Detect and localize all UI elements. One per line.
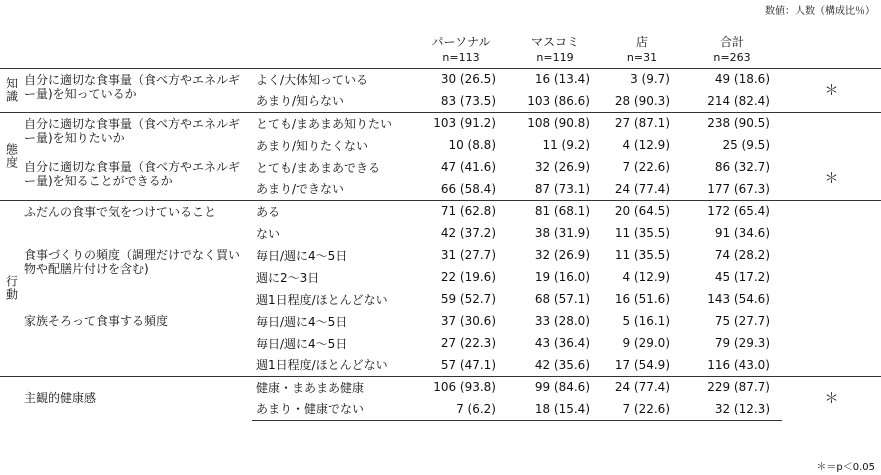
header-blank (24, 32, 252, 68)
answer-label: ない (256, 226, 281, 241)
table-row (0, 200, 881, 222)
value-cell: 27 (87.1) (602, 112, 682, 134)
value-cell: 19 (16.0) (534, 270, 590, 284)
value-cell: 81 (68.1) (508, 200, 602, 222)
value-cell: 18 (15.4) (508, 398, 602, 420)
value-cell: 116 (43.0) (707, 357, 770, 372)
value-cell: 87 (73.1) (534, 181, 590, 196)
value-cell: 79 (29.3) (714, 336, 770, 350)
value-cell: 7 (22.6) (622, 160, 670, 174)
value-cell: 103 (86.6) (527, 93, 590, 108)
value-cell: 49 (18.6) (682, 68, 782, 90)
answer-label: とても/まあまあできる (256, 160, 381, 175)
header-blank (782, 32, 881, 68)
value-cell: 27 (22.3) (440, 336, 496, 350)
value-cell: 74 (28.2) (714, 248, 770, 262)
value-cell: 32 (26.9) (534, 160, 590, 174)
answer-label: あまり/できない (256, 182, 345, 197)
value-cell: 38 (31.9) (534, 226, 590, 240)
survey-results-table (0, 32, 881, 421)
value-cell: 143 (54.6) (707, 292, 770, 306)
significance-mark: ＊ (824, 170, 839, 187)
value-cell: 31 (27.7) (440, 248, 496, 262)
table-row (0, 310, 881, 332)
significance-mark: ＊ (782, 376, 881, 420)
value-cell: 59 (52.7) (440, 292, 496, 306)
table-row (0, 156, 881, 178)
value-cell: 4 (12.9) (622, 138, 670, 152)
section-label: 態度 (0, 112, 24, 200)
table-row (0, 112, 881, 134)
significance-footnote: ＊＝p＜0.05 (816, 462, 875, 473)
value-cell: 17 (54.9) (614, 357, 670, 372)
value-cell: 32 (26.9) (534, 248, 590, 262)
value-cell: 11 (9.2) (542, 138, 590, 152)
value-cell: 42 (37.2) (440, 226, 496, 240)
value-cell: 30 (26.5) (414, 68, 508, 90)
answer-label: 週1日程度/ほとんどない (256, 292, 388, 307)
answer-label: 健康・まあまあ健康 (252, 376, 414, 398)
section-label: 知識 (0, 68, 24, 112)
value-cell: 99 (84.6) (508, 376, 602, 398)
table-row (0, 376, 881, 398)
value-cell: 32 (12.3) (682, 398, 782, 420)
value-cell: 24 (77.4) (602, 376, 682, 398)
header-blank (252, 32, 414, 68)
header-row (0, 32, 881, 68)
value-cell: 28 (90.3) (614, 93, 670, 108)
significance-mark: ＊ (782, 68, 881, 112)
answer-label: ある (252, 200, 414, 222)
value-cell: 57 (47.1) (440, 357, 496, 372)
value-cell: 172 (65.4) (682, 200, 782, 222)
value-cell: 16 (51.6) (614, 292, 670, 306)
answer-label: 週1日程度/ほとんどない (256, 358, 388, 373)
answer-label: とても/まあまあ知りたい (252, 112, 414, 134)
value-cell: 71 (62.8) (414, 200, 508, 222)
unit-note: 数値：人数（構成比％） (765, 6, 875, 17)
value-cell: 45 (17.2) (714, 270, 770, 284)
section-label: 行動 (0, 200, 24, 376)
value-cell: 86 (32.7) (714, 160, 770, 174)
answer-label: 毎日/週に4～5日 (256, 248, 348, 263)
value-cell: 9 (29.0) (622, 336, 670, 350)
table-row (0, 244, 881, 266)
value-cell: 4 (12.9) (622, 270, 670, 284)
value-cell: 10 (8.8) (448, 138, 496, 152)
answer-label: 毎日/週に4～5日 (256, 314, 348, 329)
answer-label: あまり/知りたくない (256, 138, 369, 153)
value-cell: 238 (90.5) (682, 112, 782, 134)
value-cell: 5 (16.1) (622, 314, 670, 328)
value-cell: 24 (77.4) (614, 181, 670, 196)
value-cell: 68 (57.1) (534, 292, 590, 306)
question-label: 食事づくりの頻度（調理だけでなく買い物や配膳片付けを含む) (24, 248, 241, 276)
value-cell: 91 (34.6) (714, 226, 770, 240)
value-cell: 108 (90.8) (508, 112, 602, 134)
value-cell: 11 (35.5) (614, 248, 670, 262)
header-masscomm: マスコミ n=119 (508, 32, 602, 68)
value-cell: 11 (35.5) (614, 226, 670, 240)
significance-blank (782, 112, 881, 156)
value-cell: 177 (67.3) (707, 181, 770, 196)
significance-blank (782, 200, 881, 376)
value-cell: 7 (6.2) (414, 398, 508, 420)
header-blank (0, 32, 24, 68)
value-cell: 83 (73.5) (440, 93, 496, 108)
value-cell: 229 (87.7) (682, 376, 782, 398)
value-cell: 33 (28.0) (534, 314, 590, 328)
value-cell: 3 (9.7) (602, 68, 682, 90)
value-cell: 106 (93.8) (414, 376, 508, 398)
value-cell: 20 (64.5) (602, 200, 682, 222)
section-blank (0, 376, 24, 420)
value-cell: 42 (35.6) (534, 357, 590, 372)
value-cell: 16 (13.4) (508, 68, 602, 90)
question-label: 主観的健康感 (24, 376, 252, 420)
answer-label: あまり・健康でない (252, 398, 414, 420)
table-row (0, 68, 881, 90)
value-cell: 22 (19.6) (440, 270, 496, 284)
question-label: 自分に適切な食事量（食べ方やエネルギー量)を知っているか (24, 68, 252, 112)
header-personal: パーソナル n=113 (414, 32, 508, 68)
header-total: 合計 n=263 (682, 32, 782, 68)
value-cell: 25 (9.5) (722, 138, 770, 152)
question-label: 自分に適切な食事量（食べ方やエネルギー量)を知りたいか (24, 112, 252, 156)
answer-label: よく/大体知っている (252, 68, 414, 90)
answer-label: 毎日/週に4～5日 (256, 336, 348, 351)
value-cell: 103 (91.2) (414, 112, 508, 134)
value-cell: 66 (58.4) (440, 181, 496, 196)
value-cell: 37 (30.6) (440, 314, 496, 328)
question-label: 自分に適切な食事量（食べ方やエネルギー量)を知ることができるか (24, 160, 241, 188)
value-cell: 43 (36.4) (534, 336, 590, 350)
value-cell: 214 (82.4) (707, 93, 770, 108)
answer-label: 週に2～3日 (256, 270, 320, 285)
question-label: 家族そろって食事する頻度 (24, 314, 169, 328)
question-label: ふだんの食事で気をつけていること (24, 200, 252, 244)
value-cell: 75 (27.7) (714, 314, 770, 328)
header-store: 店 n=31 (602, 32, 682, 68)
value-cell: 47 (41.6) (440, 160, 496, 174)
answer-label: あまり/知らない (256, 94, 345, 109)
value-cell: 7 (22.6) (602, 398, 682, 420)
